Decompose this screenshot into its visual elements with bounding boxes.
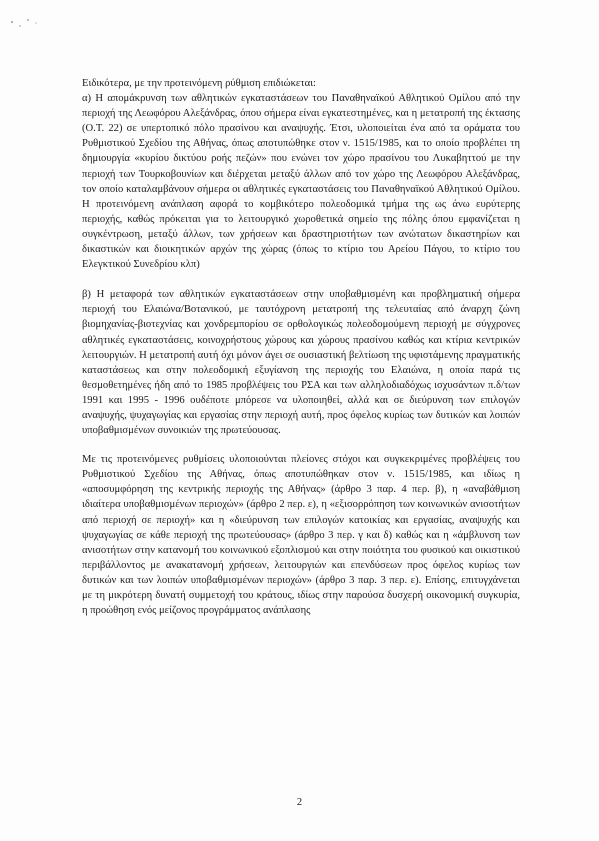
scan-artifact-marks bbox=[8, 10, 48, 30]
paragraph-b: β) Η μεταφορά των αθλητικών εγκαταστάσεων στην υποβαθμισμένη και προβληματική σήμερα περιοχή του Ελαιώνα/Βοτανικού, με ταυτόχρονη μετατροπή της τελευταίας από άναρχη ζώνη βιομηχανίας-βιοτεχνίας και χονδρεμπορίου σε ορθολογικώς πολεοδομούμενη περιοχή με σύγχρονες αθλητικές εγκαταστάσεις, κοινοχρήστους χώρους και χώρους πρασίνου καθώς και κτίρια κεντρικών λειτουργιών. Η μετατροπή αυτή όχι μόνον άγει σε ουσιαστική βελτίωση της υφιστάμενης πραγματικής καταστάσεως και στην πολεοδομική εξυγίανση της περιοχής του Ελαιώνα, η οποία παρά τις θεσμοθετημένες ήδη από το 1985 προβλέψεις του ΡΣΑ και των αλληλοδιαδόχως ισχυσάντων π.δ/των 1991 και 1995 - 1996 ουδέποτε μπόρεσε να υλοποιηθεί, αλλά και σε διεύρυνση των επιλογών αναψυχής, ψυχαγωγίας και εργασίας στην περιοχή αυτή, προς όφελος κυρίως των δυτικών και λοιπών υποβαθμισμένων συνοικιών της πρωτεύουσας. bbox=[82, 289, 520, 437]
document-body bbox=[82, 76, 520, 618]
page-number: 2 bbox=[296, 797, 303, 808]
intro-paragraph: Ειδικότερα, με την προτεινόμενη ρύθμιση επιδιώκεται: bbox=[82, 78, 316, 89]
paragraph-c: Με τις προτεινόμενες ρυθμίσεις υλοποιούνται πλείονες στόχοι και συγκεκριμένες προβλέψεις του Ρυθμιστικού Σχεδίου της Αθήνας, όπως αποτυπώθηκαν στον ν. 1515/1985, και ιδίως η «αποσυμφόρηση της κεντρικής περιοχής της Αθήνας» (άρθρο 3 παρ. 4 περ. β), η «αναβάθμιση ιδιαίτερα υποβαθμισμένων περιοχών» (άρθρο 2 περ. ε), η «εξισορρόπηση των κοινωνικών ανισοτήτων από περιοχή σε περιοχή» και η «διεύρυνση των επιλογών κατοικίας και εργασίας, αναψυχής και ψυχαγωγίας σε κάθε περιοχή της πρωτεύουσας» (άρθρο 3 περ. γ και δ) καθώς και η «άμβλυνση των ανισοτήτων στην κατανομή του κοινωνικού εξοπλισμού και στην ποιότητα του φυσικού και οικιστικού περιβάλλοντος με ανακατανομή χρήσεων, λειτουργιών και επενδύσεων προς όφελος κυρίως των δυτικών και των λοιπών υποβαθμισμένων περιοχών» (άρθρο 3 παρ. 3 περ. ε). Επίσης, επιτυγχάνεται με τη μικρότερη δυνατή συμμετοχή του κράτους, ιδίως στην παρούσα δυσχερή οικονομική συγκυρία, η προώθηση ενός μείζονος προγράμματος ανάπλασης bbox=[82, 454, 520, 617]
paragraph-a: α) Η απομάκρυνση των αθλητικών εγκαταστάσεων του Παναθηναϊκού Αθλητικού Ομίλου από την περιοχή της Λεωφόρου Αλεξάνδρας, όπου σήμερα είναι εγκατεστημένες, και η μετατροπή της έκτασης (Ο.Τ. 22) σε υπερτοπικό πόλο πρασίνου και αναψυχής. Έτσι, υλοποιείται ένα από τα οράματα του Ρυθμιστικού Σχεδίου της Αθήνας, όπως αποτυπώθηκε στον ν. 1515/1985, και το οποίο προβλέπει τη δημιουργία «κυρίου δικτύου ροής πεζών» που ενώνει τον χώρο πρασίνου του Λυκαβηττού με την περιοχή των Τουρκοβουνίων και διέρχεται μεταξύ άλλων από τον χώρο της Λεωφόρου Αλεξάνδρας, τον οποίο καταλαμβάνουν σήμερα οι αθλητικές εγκαταστάσεις του Παναθηναϊκού Αθλητικού Ομίλου. Η προτεινόμενη ανάπλαση αφορά το κομβικότερο πολεοδομικά τμήμα της ως άνω ευρύτερης περιοχής, καθώς πρόκειται για το λειτουργικό χωροθετικά σημείο της πόλης όπου εμφανίζεται η συγκέντρωση, μεταξύ άλλων, των χρήσεων και δραστηριοτήτων των ανώτατων δικαστηρίων και δικαστικών και διοικητικών αρχών της χώρας (όπως το κτίριο του Αρείου Πάγου, το κτίριο του Ελεγκτικού Συνεδρίου κλπ) bbox=[82, 93, 520, 271]
paragraph-spacer bbox=[82, 438, 520, 452]
paragraph-spacer bbox=[82, 272, 520, 287]
